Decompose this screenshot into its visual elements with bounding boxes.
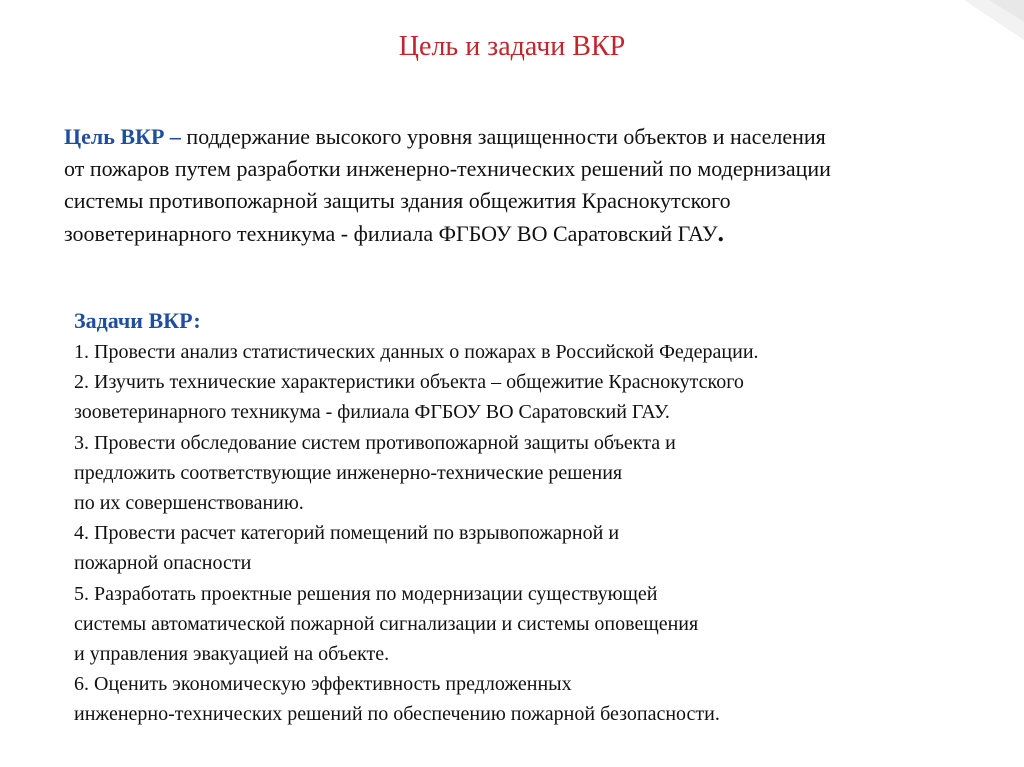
goal-label: Цель ВКР: [64, 124, 165, 149]
task-line: пожарной опасности: [74, 552, 252, 575]
tasks-section: [74, 305, 994, 730]
goal-period: .: [717, 218, 725, 247]
goal-text: зооветеринарного техникума - филиала ФГБОУ ВО Саратовский ГАУ: [64, 221, 718, 246]
task-line: зооветеринарного техникума - филиала ФГБОУ ВО Саратовский ГАУ.: [74, 401, 670, 424]
goal-line: [64, 217, 994, 250]
task-line: 1. Провести анализ статистических данных о пожарах в Российской Федерации.: [74, 341, 759, 363]
slide-title: Цель и задачи ВКР: [398, 31, 626, 62]
task-line: инженерно-технических решений по обеспечению пожарной безопасности.: [74, 703, 720, 726]
goal-dash: –: [169, 124, 181, 149]
task-line: 2. Изучить технические характеристики объекта – общежитие Краснокутского: [74, 371, 744, 394]
task-line: 5. Разработать проектные решения по модернизации существующей: [74, 582, 658, 605]
task-line: по их совершенствованию.: [74, 492, 304, 515]
goal-line: системы противопожарной защиты здания общежития Краснокутского: [64, 188, 731, 213]
task-line: 6. Оценить экономическую эффективность предложенных: [74, 673, 572, 696]
goal-paragraph: [64, 121, 994, 250]
task-line: 3. Провести обследование систем противопожарной защиты объекта и: [74, 431, 676, 454]
task-line: и управления эвакуацией на объекте.: [74, 643, 390, 666]
goal-line: от пожаров путем разработки инженерно-технических решений по модернизации: [64, 156, 831, 181]
goal-text: поддержание высокого уровня защищенности объектов и населения: [186, 124, 826, 149]
task-line: 4. Провести расчет категорий помещений по взрывопожарной и: [74, 522, 620, 545]
task-line: системы автоматической пожарной сигнализации и системы оповещения: [74, 612, 699, 635]
task-line: предложить соответствующие инженерно-технические решения: [74, 461, 623, 484]
tasks-title: Задачи ВКР:: [74, 308, 201, 333]
goal-line: [64, 121, 994, 153]
